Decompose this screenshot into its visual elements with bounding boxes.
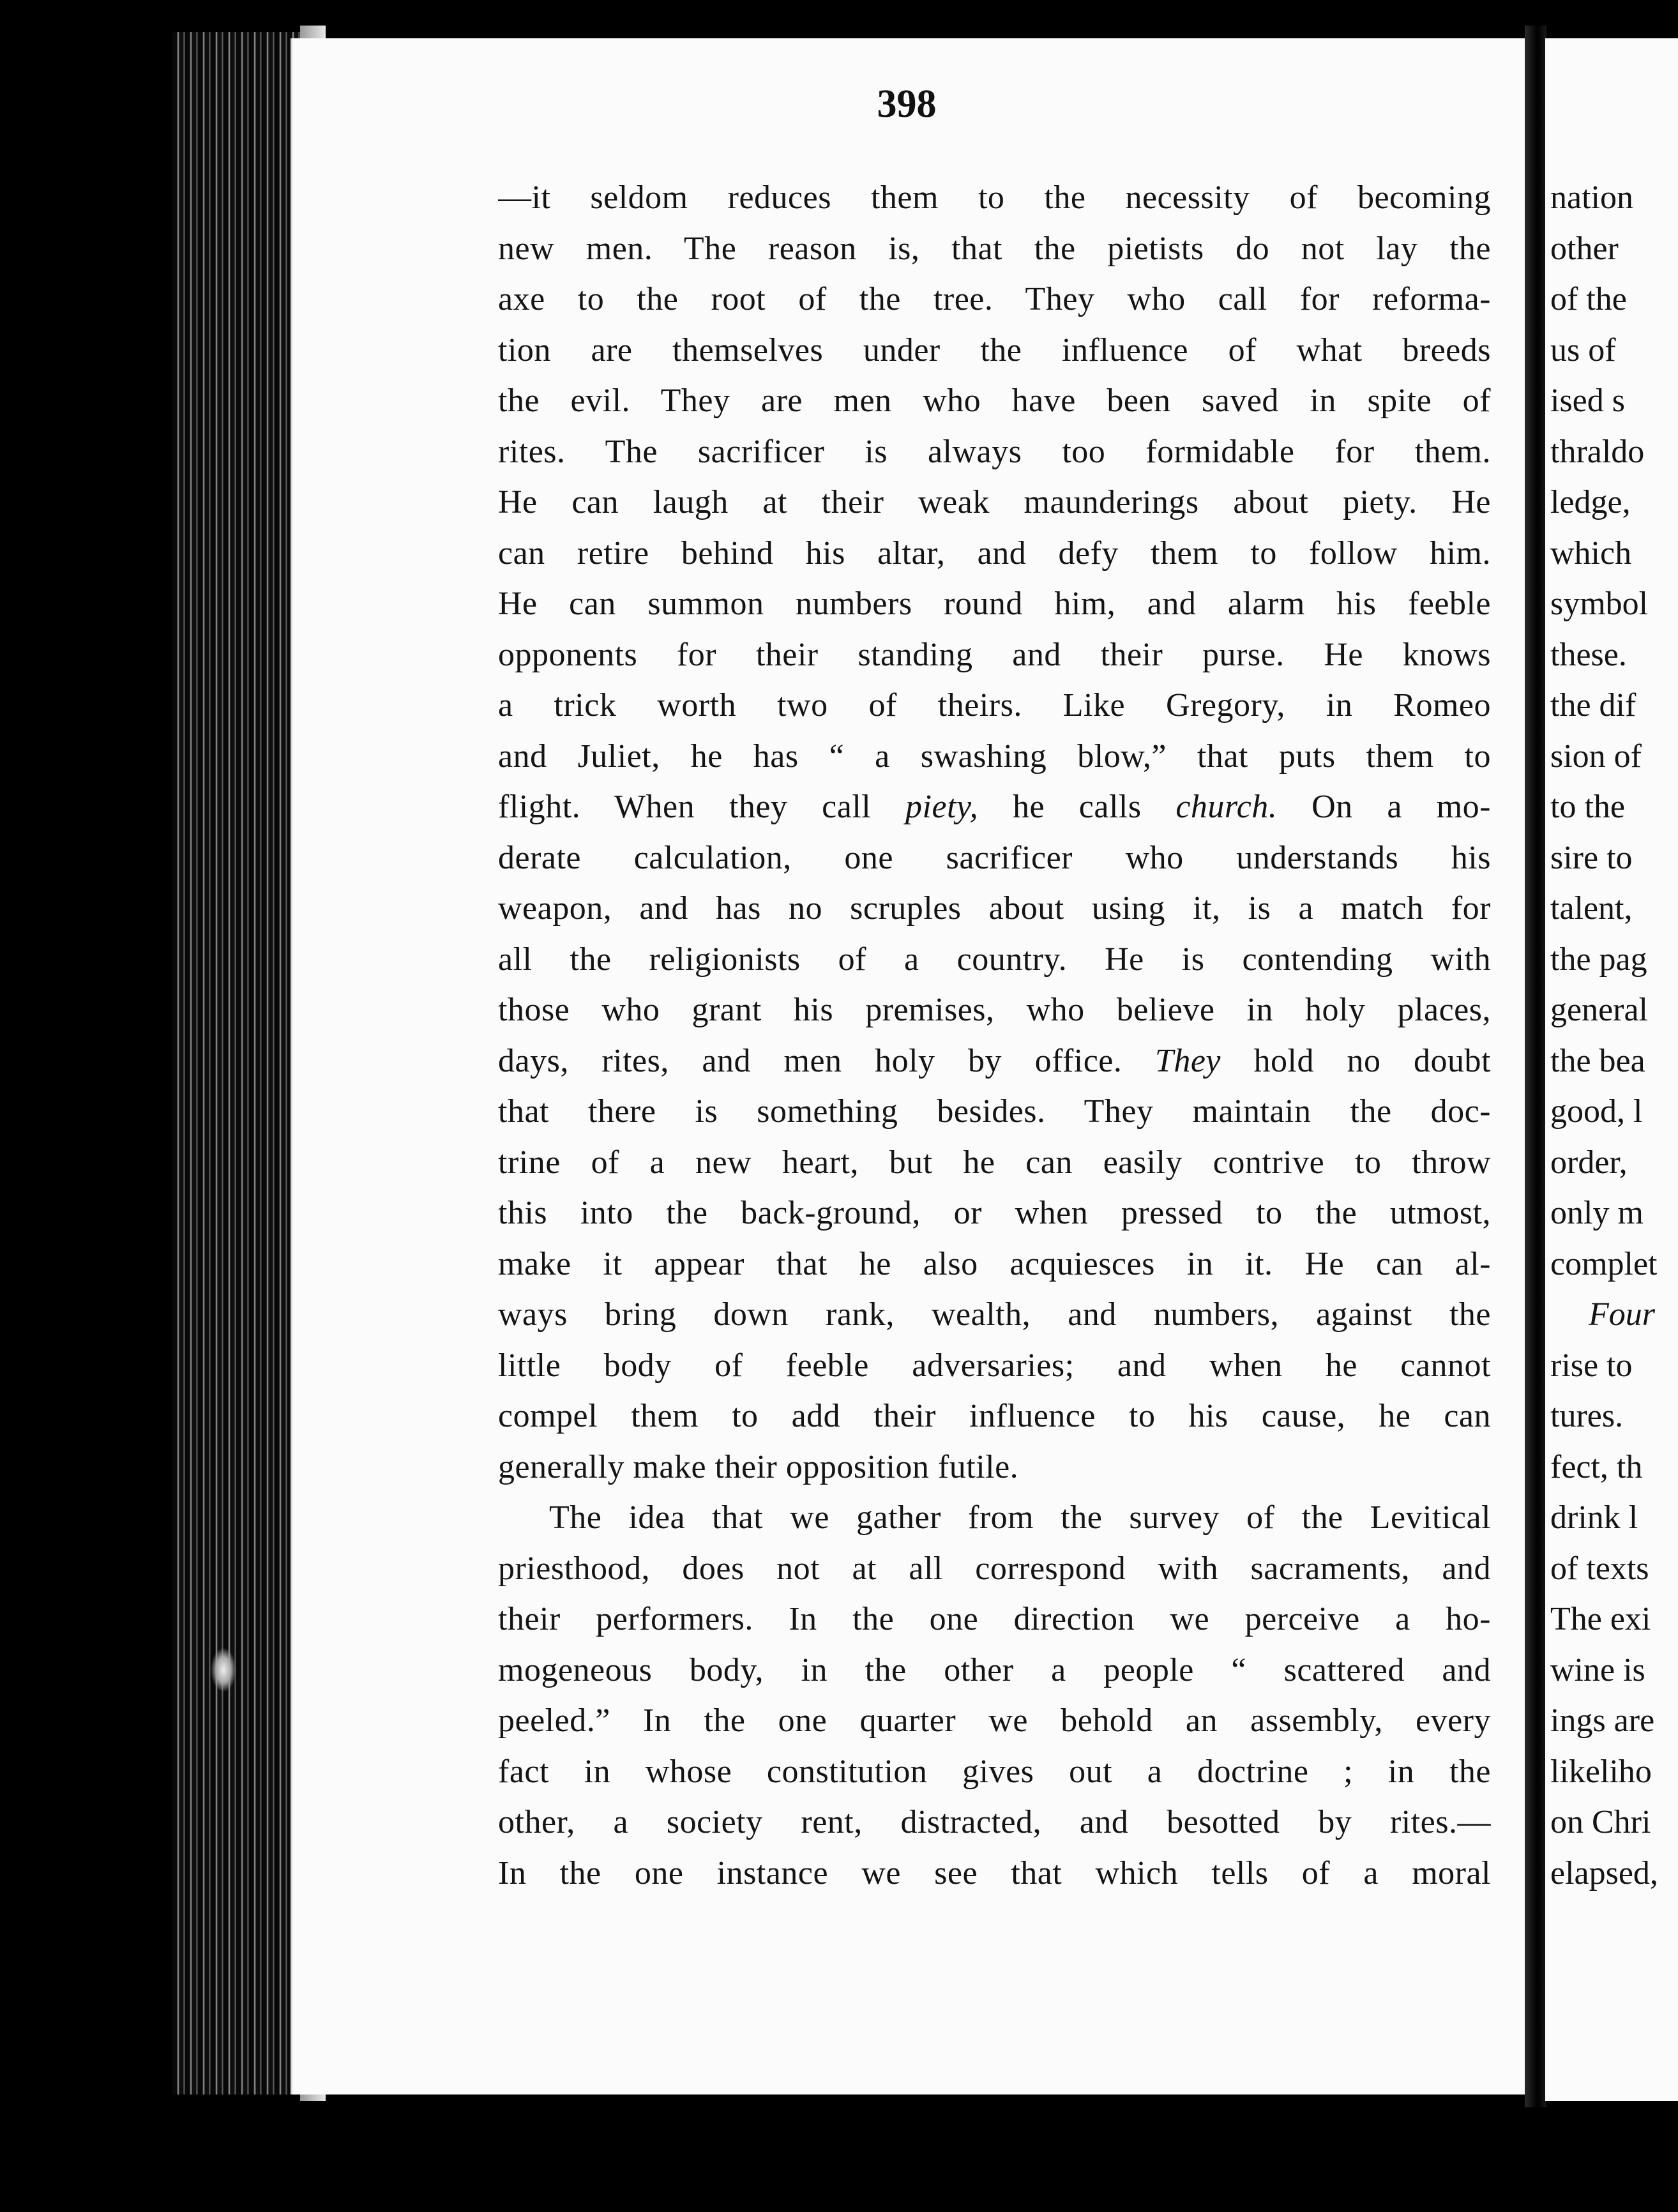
text-line-with-italics	[498, 782, 1491, 833]
text-line: tures.	[1550, 1398, 1624, 1434]
text-line: ings are	[1550, 1702, 1655, 1739]
left-page-body	[498, 172, 1491, 1898]
text-line: that there is something besides. They maintain the doc-	[498, 1093, 1491, 1130]
text-line: mogeneous body, in the other a people “ scattered and	[498, 1651, 1491, 1688]
text-line: fact in whose constitution gives out a doctrine ; in the	[498, 1753, 1491, 1790]
text-line: opponents for their standing and their purse. He knows	[498, 636, 1491, 673]
paragraph-first-line: Four	[1589, 1296, 1655, 1333]
text-line: and Juliet, he has “ a swashing blow,” that puts them to	[498, 738, 1491, 775]
text-segment: On a mo-	[1277, 789, 1491, 825]
text-line: The exi	[1550, 1601, 1651, 1637]
text-line: sion of	[1550, 738, 1642, 775]
text-line: the evil. They are men who have been saved in spite of	[498, 383, 1491, 419]
text-line: of texts	[1550, 1550, 1649, 1587]
text-line: axe to the root of the tree. They who call for reforma-	[498, 281, 1491, 317]
text-line: those who grant his premises, who believe in holy places,	[498, 992, 1491, 1028]
text-line: the dif	[1550, 687, 1636, 723]
text-line: these.	[1550, 636, 1627, 673]
text-line: ways bring down rank, wealth, and numbers, against the	[498, 1296, 1491, 1333]
text-line: all the religionists of a country. He is contending with	[498, 941, 1491, 978]
text-line: a trick worth two of theirs. Like Gregory, in Romeo	[498, 687, 1491, 723]
text-line: compel them to add their influence to his cause, he can	[498, 1398, 1491, 1434]
text-line: He can laugh at their weak maunderings about piety. He	[498, 484, 1491, 520]
text-line: other, a society rent, distracted, and besotted by rites.—	[498, 1804, 1491, 1840]
text-line: likeliho	[1550, 1753, 1652, 1790]
text-line: He can summon numbers round him, and alarm his feeble	[498, 586, 1491, 622]
text-line: good, l	[1550, 1093, 1643, 1130]
book-gutter	[1525, 26, 1546, 2107]
text-line: fect, th	[1550, 1448, 1643, 1485]
text-line: their performers. In the one direction we perceive a ho-	[498, 1601, 1491, 1637]
text-line: drink l	[1550, 1499, 1638, 1536]
italic-word-they: They	[1154, 1042, 1221, 1079]
text-segment: flight. When they call	[498, 789, 905, 825]
text-line: ised s	[1550, 383, 1625, 419]
text-line: symbol	[1550, 586, 1649, 622]
text-line: —it seldom reduces them to the necessity of becoming	[498, 179, 1491, 216]
text-line: this into the back-ground, or when pressed to the utmost,	[498, 1195, 1491, 1231]
italic-word-church: church.	[1175, 789, 1278, 825]
text-line: only m	[1550, 1195, 1644, 1231]
text-line: wine is	[1550, 1651, 1645, 1688]
text-line: complet	[1550, 1245, 1658, 1282]
text-line: nation	[1550, 179, 1633, 216]
text-line: trine of a new heart, but he can easily contrive to throw	[498, 1144, 1491, 1181]
text-line: talent,	[1550, 890, 1633, 927]
text-line: rites. The sacrificer is always too formidable for them.	[498, 433, 1491, 470]
right-page-body-fragment	[1550, 172, 1678, 1898]
text-line: generally make their opposition futile.	[498, 1448, 1019, 1485]
text-line: make it appear that he also acquiesces in it. He can al-	[498, 1245, 1491, 1282]
text-line: In the one instance we see that which tells of a moral	[498, 1854, 1491, 1891]
text-line: to the	[1550, 789, 1625, 825]
text-line: the pag	[1550, 941, 1647, 978]
text-segment: he calls	[978, 789, 1176, 825]
text-line: ledge,	[1550, 484, 1631, 520]
text-line: tion are themselves under the influence of what breeds	[498, 331, 1491, 368]
text-line: the bea	[1550, 1042, 1645, 1079]
italic-word-piety: piety,	[905, 789, 979, 825]
text-line: us of	[1550, 331, 1616, 368]
text-line: sire to	[1550, 839, 1633, 876]
paragraph-first-line: The idea that we gather from the survey of the Levitical	[549, 1499, 1491, 1536]
page-edges	[172, 32, 306, 2095]
text-line: can retire behind his altar, and defy them to follow him.	[498, 534, 1491, 572]
text-line: thraldo	[1550, 433, 1645, 470]
edge-smudge	[211, 1648, 236, 1692]
text-line: new men. The reason is, that the pietists do not lay the	[498, 230, 1491, 267]
text-segment: days, rites, and men holy by office.	[498, 1042, 1155, 1079]
text-line: order,	[1550, 1144, 1628, 1181]
text-line: general	[1550, 992, 1649, 1028]
text-line: other	[1550, 230, 1619, 267]
text-line: little body of feeble adversaries; and when he cannot	[498, 1347, 1491, 1384]
text-line: on Chri	[1550, 1804, 1651, 1840]
text-line: weapon, and has no scruples about using it, is a match for	[498, 890, 1491, 927]
text-line-with-italics	[498, 1036, 1491, 1087]
text-line: which	[1550, 534, 1632, 572]
text-line: rise to	[1550, 1347, 1633, 1384]
text-line: priesthood, does not at all correspond with sacraments, and	[498, 1550, 1491, 1587]
page-number: 398	[877, 82, 937, 126]
text-line: of the	[1550, 281, 1627, 317]
text-line: peeled.” In the one quarter we behold an assembly, every	[498, 1702, 1491, 1739]
text-segment: hold no doubt	[1221, 1042, 1491, 1079]
text-line: derate calculation, one sacrificer who understands his	[498, 839, 1491, 876]
text-line: elapsed,	[1550, 1854, 1658, 1891]
